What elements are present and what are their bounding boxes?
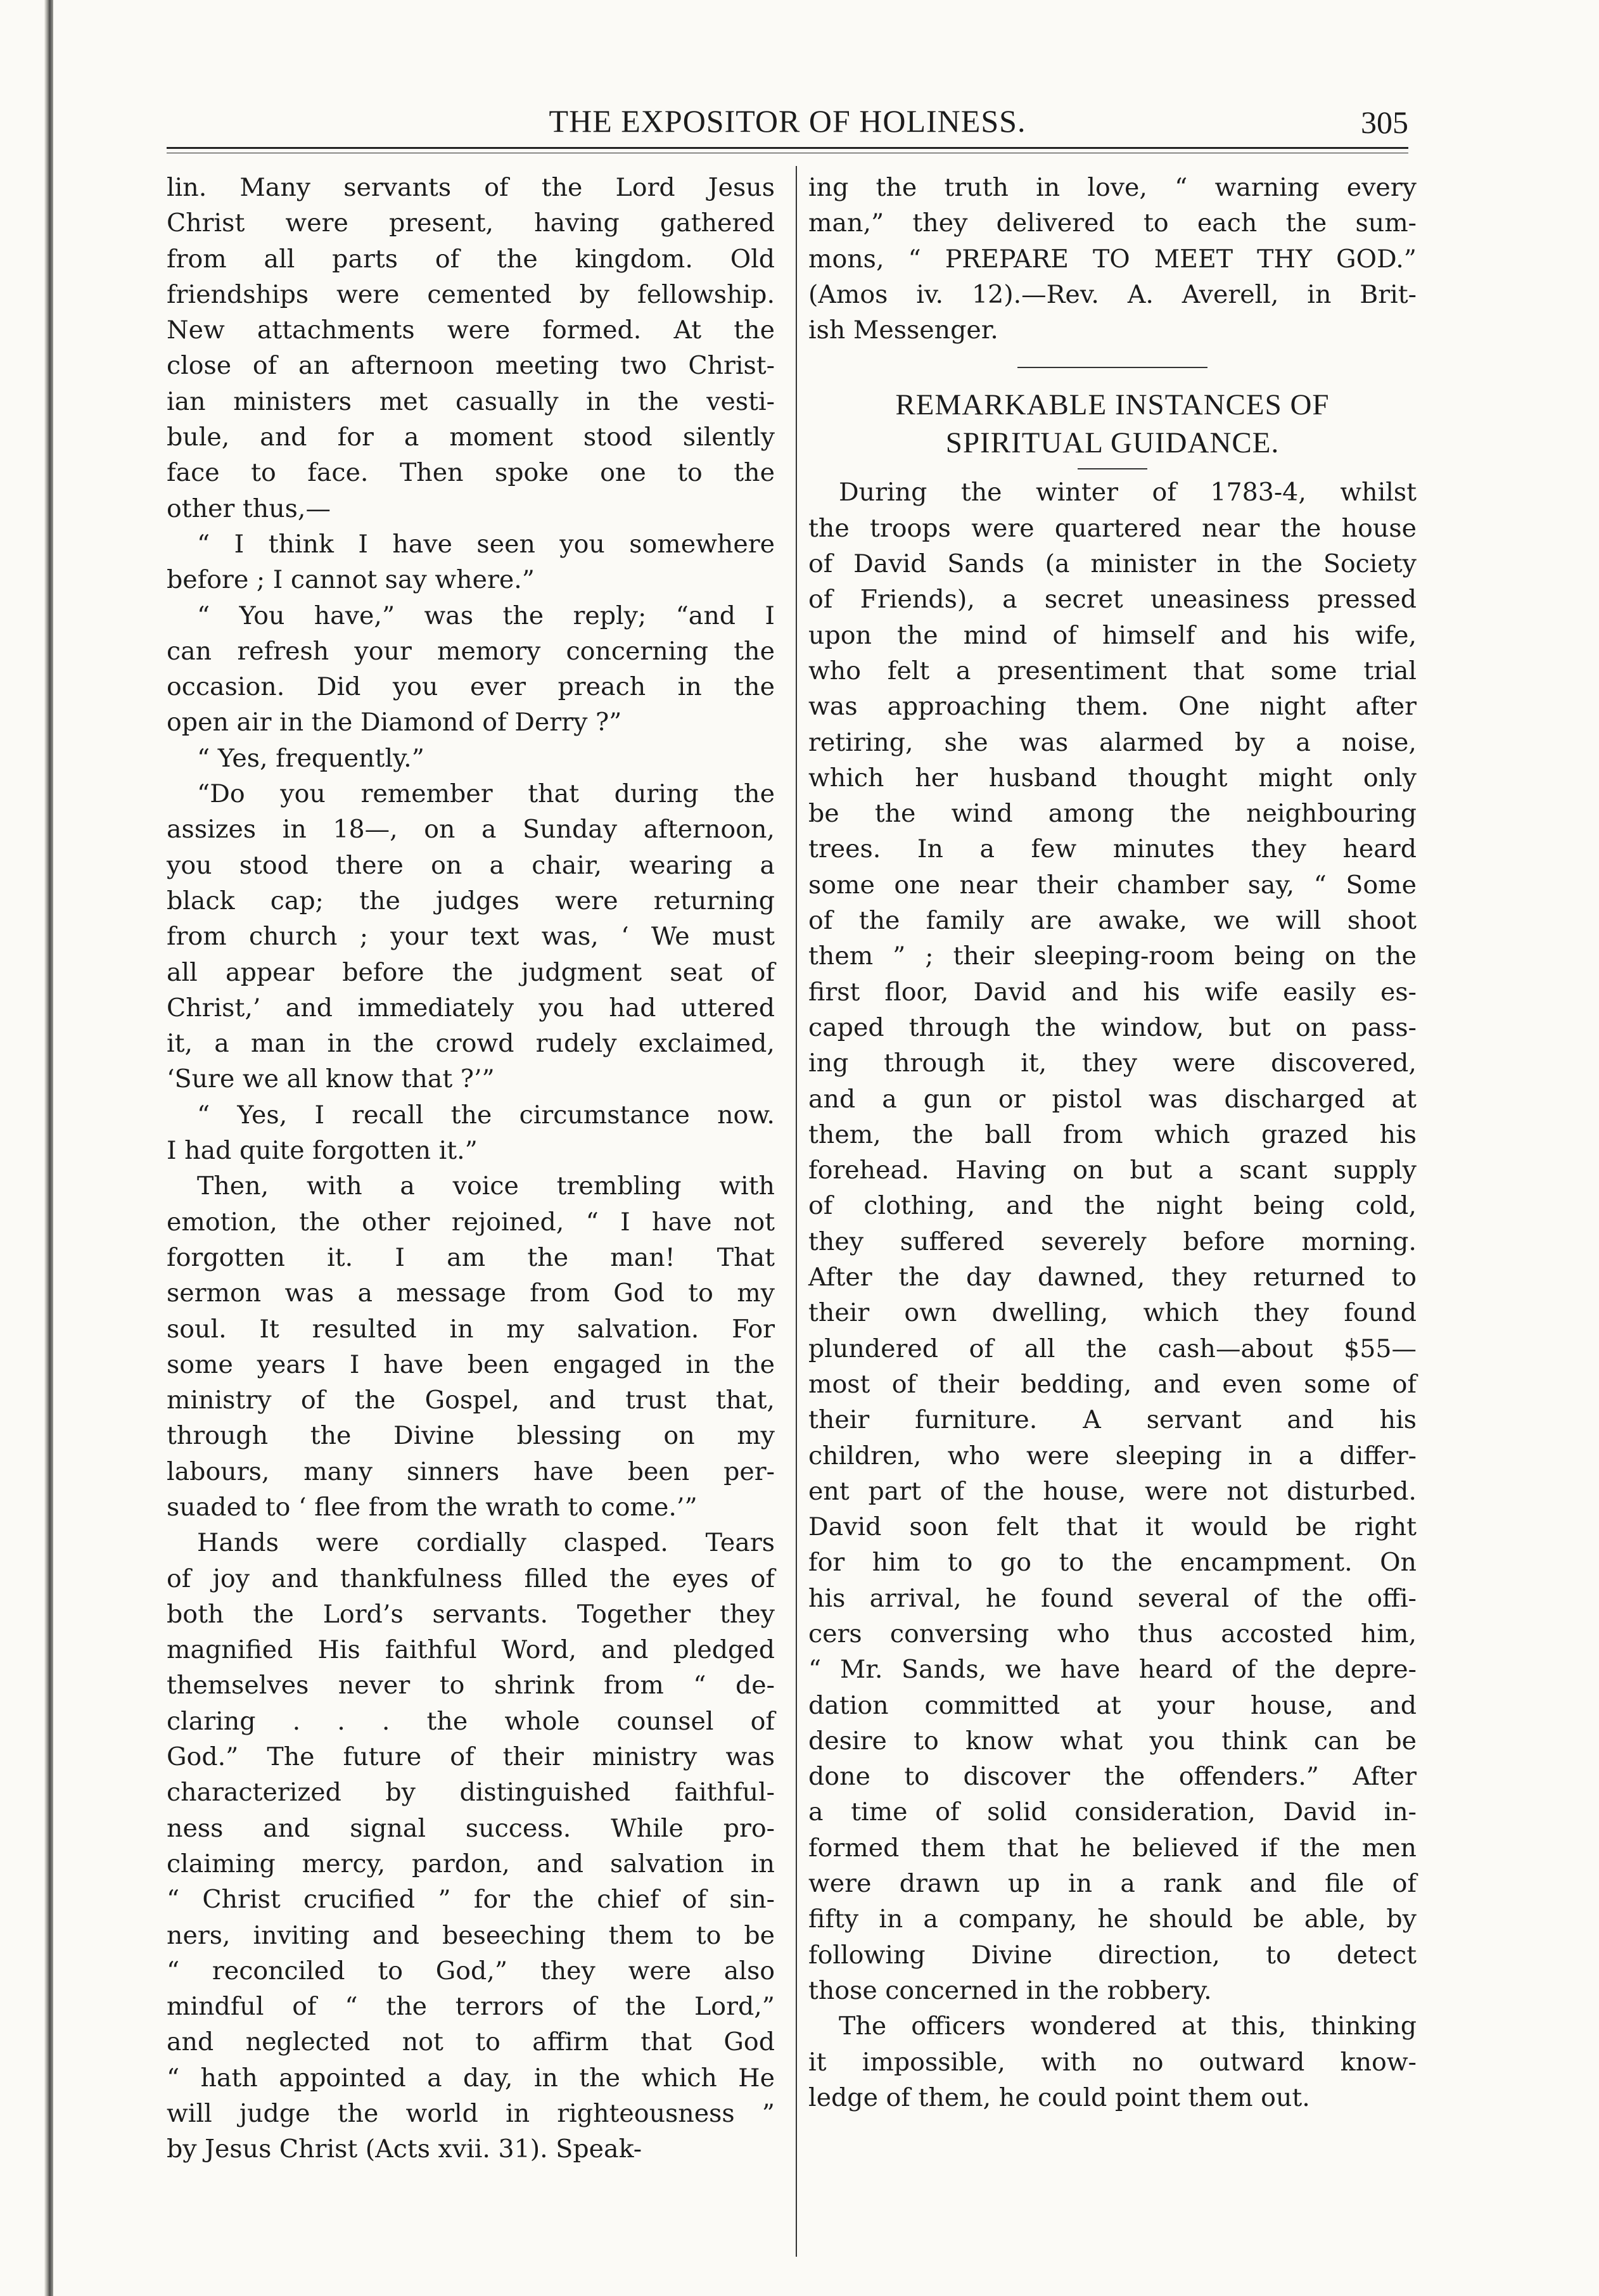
text-line: Then, with a voice trembling with <box>197 1171 775 1201</box>
text-line: be the wind among the neighbouring <box>808 799 1417 829</box>
text-line: them, the ball from which grazed his <box>808 1119 1417 1149</box>
text-line: God.” The future of their ministry was <box>167 1742 775 1772</box>
text-line: those concerned in the robbery. <box>808 1975 1212 2005</box>
text-line: of Friends), a secret uneasiness pressed <box>808 585 1417 615</box>
previous-article-ending <box>808 170 1417 348</box>
text-line: soul. It resulted in my salvation. For <box>167 1314 775 1344</box>
article-heading-line-1: REMARKABLE INSTANCES OF <box>895 388 1330 422</box>
text-line: some years I have been engaged in the <box>167 1349 775 1379</box>
text-line: “ I think I have seen you somewhere <box>197 529 775 559</box>
text-line: sermon was a message from God to my <box>167 1279 775 1308</box>
text-line: black cap; the judges were returning <box>167 886 775 915</box>
text-line: some one near their chamber say, “ Some <box>808 870 1417 900</box>
text-line: and a gun or pistol was discharged at <box>808 1084 1417 1114</box>
text-line: first floor, David and his wife easily es- <box>808 977 1417 1007</box>
right-column <box>808 170 1417 2115</box>
text-line: following Divine direction, to detect <box>808 1940 1417 1970</box>
text-line: plundered of all the cash—about $55— <box>808 1334 1417 1363</box>
text-line: close of an afternoon meeting two Christ- <box>167 351 775 381</box>
text-line: ‘Sure we all know that ?’” <box>167 1064 495 1094</box>
text-line: suaded to ‘ flee from the wrath to come.’” <box>167 1492 698 1522</box>
text-line: Christ,’ and immediately you had uttered <box>167 993 775 1023</box>
text-line: by Jesus Christ (Acts xvii. 31). Speak- <box>167 2134 642 2164</box>
header-double-rule <box>167 147 1408 153</box>
text-line: a time of solid consideration, David in- <box>808 1797 1417 1827</box>
text-line: mindful of “ the terrors of the Lord,” <box>167 1992 775 2022</box>
article-heading <box>808 386 1417 462</box>
text-line: done to discover the offenders.” After <box>808 1762 1417 1792</box>
text-line: ish Messenger. <box>808 316 998 345</box>
text-line: of David Sands (a minister in the Society <box>808 549 1417 579</box>
text-line: lin. Many servants of the Lord Jesus <box>167 173 775 202</box>
text-line: Hands were cordially clasped. Tears <box>197 1528 775 1558</box>
text-line: of clothing, and the night being cold, <box>808 1191 1417 1221</box>
text-line: from all parts of the kingdom. Old <box>167 244 775 274</box>
text-line: I had quite forgotten it.” <box>167 1136 478 1166</box>
text-line: you stood there on a chair, wearing a <box>167 850 775 880</box>
text-line: both the Lord’s servants. Together they <box>167 1599 775 1629</box>
text-line: upon the mind of himself and his wife, <box>808 620 1417 650</box>
text-line: it impossible, with no outward know- <box>808 2047 1417 2077</box>
text-line: characterized by distinguished faithful- <box>167 1778 775 1808</box>
text-line: claring . . . the whole counsel of <box>167 1706 775 1736</box>
left-column <box>167 170 775 2167</box>
text-line: who felt a presentiment that some trial <box>808 656 1417 686</box>
text-line: magnified His faithful Word, and pledged <box>167 1635 775 1665</box>
text-line: caped through the window, but on pass- <box>808 1012 1417 1042</box>
text-line: their furniture. A servant and his <box>808 1405 1417 1435</box>
page-number: 305 <box>1361 105 1408 140</box>
text-line: emotion, the other rejoined, “ I have not <box>167 1207 775 1237</box>
text-line: After the day dawned, they returned to <box>808 1263 1417 1292</box>
text-line: from church ; your text was, ‘ We must <box>167 922 775 952</box>
text-line: for him to go to the encampment. On <box>808 1548 1417 1578</box>
text-line: ners, inviting and beseeching them to be <box>167 1920 775 1950</box>
text-line: “ reconciled to God,” they were also <box>167 1956 775 1986</box>
column-divider <box>796 166 797 2257</box>
text-line: face to face. Then spoke one to the <box>167 458 775 488</box>
text-line: labours, many sinners have been per- <box>167 1457 775 1486</box>
text-line: and neglected not to affirm that God <box>167 2027 775 2057</box>
text-line: desire to know what you think can be <box>808 1726 1417 1756</box>
text-line: claiming mercy, pardon, and salvation in <box>167 1849 775 1878</box>
text-line: his arrival, he found several of the offi- <box>808 1583 1417 1613</box>
text-line: themselves never to shrink from “ de- <box>167 1671 775 1700</box>
text-line: “Do you remember that during the <box>197 779 775 809</box>
text-line: ness and signal success. While pro- <box>167 1813 775 1843</box>
heading-underline-rule <box>1078 468 1147 469</box>
running-head-title: THE EXPOSITOR OF HOLINESS. <box>549 103 1026 139</box>
text-line: During the winter of 1783-4, whilst <box>839 478 1417 507</box>
text-line: mons, “ PREPARE TO MEET THY GOD.” <box>808 244 1417 274</box>
text-line: of the family are awake, we will shoot <box>808 906 1417 936</box>
text-line: assizes in 18—, on a Sunday afternoon, <box>167 815 775 845</box>
text-line: the troops were quartered near the house <box>808 513 1417 543</box>
text-line: man,” they delivered to each the sum- <box>808 208 1417 238</box>
text-line: fifty in a company, he should be able, by <box>808 1904 1417 1934</box>
running-head <box>167 95 1408 146</box>
article-body <box>808 475 1417 2115</box>
article-separator-rule <box>1017 367 1207 368</box>
text-line: was approaching them. One night after <box>808 692 1417 722</box>
text-line: dation committed at your house, and <box>808 1690 1417 1720</box>
text-line: ing through it, they were discovered, <box>808 1049 1417 1078</box>
text-line: ing the truth in love, “ warning every <box>808 173 1417 202</box>
text-line: (Amos iv. 12).—Rev. A. Averell, in Brit- <box>808 279 1417 309</box>
text-line: “ Yes, I recall the circumstance now. <box>197 1100 775 1130</box>
text-line: can refresh your memory concerning the <box>167 636 775 666</box>
text-line: forehead. Having on but a scant supply <box>808 1156 1417 1185</box>
text-line: all appear before the judgment seat of <box>167 957 775 987</box>
text-line: children, who were sleeping in a differ- <box>808 1441 1417 1470</box>
text-line: “ Mr. Sands, we have heard of the depre- <box>808 1655 1417 1685</box>
text-line: cers conversing who thus accosted him, <box>808 1619 1417 1649</box>
text-line: occasion. Did you ever preach in the <box>167 672 775 702</box>
text-line: were drawn up in a rank and file of <box>808 1869 1417 1899</box>
text-line: trees. In a few minutes they heard <box>808 834 1417 864</box>
text-line: formed them that he believed if the men <box>808 1833 1417 1863</box>
text-line: bule, and for a moment stood silently <box>167 423 775 452</box>
text-line: forgotten it. I am the man! That <box>167 1242 775 1272</box>
text-line: they suffered severely before morning. <box>808 1227 1417 1256</box>
text-line: ian ministers met casually in the vesti- <box>167 386 775 416</box>
text-line: which her husband thought might only <box>808 763 1417 793</box>
text-line: ledge of them, he could point them out. <box>808 2082 1310 2112</box>
page-binding-edge <box>44 0 53 2296</box>
text-line: through the Divine blessing on my <box>167 1421 775 1451</box>
text-line: before ; I cannot say where.” <box>167 565 535 595</box>
text-line: other thus,— <box>167 494 331 523</box>
text-line: “ Christ crucified ” for the chief of sin- <box>167 1885 775 1915</box>
text-line: ent part of the house, were not disturbed. <box>808 1476 1417 1506</box>
text-line: them ” ; their sleeping-room being on the <box>808 941 1417 971</box>
text-line: open air in the Diamond of Derry ?” <box>167 708 622 737</box>
text-line: “ hath appointed a day, in the which He <box>167 2063 775 2093</box>
text-line: “ You have,” was the reply; “and I <box>197 601 775 630</box>
text-line: most of their bedding, and even some of <box>808 1369 1417 1399</box>
text-line: it, a man in the crowd rudely exclaimed, <box>167 1029 775 1059</box>
text-line: Christ were present, having gathered <box>167 208 775 238</box>
article-heading-line-2: SPIRITUAL GUIDANCE. <box>945 426 1280 460</box>
text-line: friendships were cemented by fellowship. <box>167 279 775 309</box>
text-line: their own dwelling, which they found <box>808 1298 1417 1328</box>
text-line: ministry of the Gospel, and trust that, <box>167 1386 775 1415</box>
text-line: will judge the world in righteousness ” <box>167 2099 775 2129</box>
text-line: “ Yes, frequently.” <box>197 743 424 773</box>
text-line: New attachments were formed. At the <box>167 316 775 345</box>
text-line: David soon felt that it would be right <box>808 1512 1417 1542</box>
text-line: retiring, she was alarmed by a noise, <box>808 727 1417 757</box>
text-line: The officers wondered at this, thinking <box>839 2012 1417 2041</box>
text-line: of joy and thankfulness filled the eyes of <box>167 1564 775 1593</box>
